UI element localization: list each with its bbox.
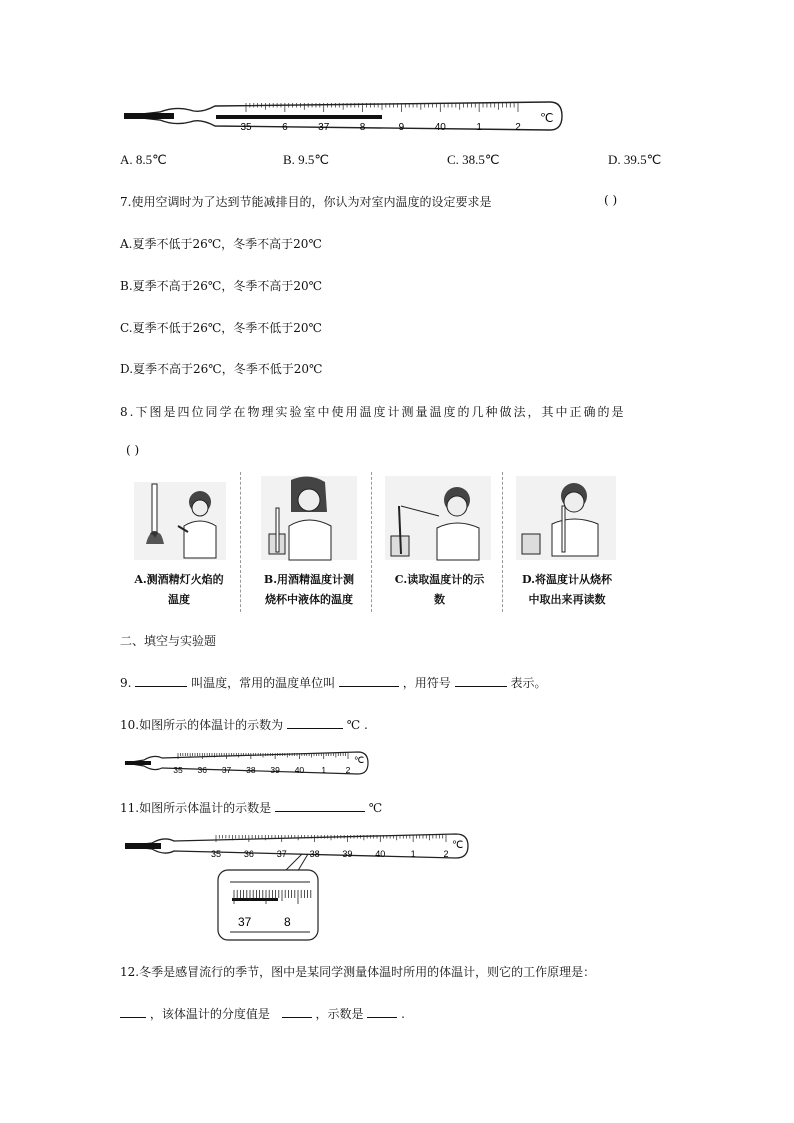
q10-thermometer-figure [122,748,372,778]
scale-label: 36 [243,849,254,859]
q9-line [120,674,546,691]
scale-label: 37 [221,765,232,775]
scale-label: 9 [398,122,405,133]
unit-label: ℃ [452,840,464,851]
figure-a-illustration [118,472,238,566]
unit-label: ℃ [354,755,365,765]
q10-stem: 10.如图所示的体温计的示数为 [120,718,284,732]
q9-number: 9. [120,676,132,690]
scale-label: 37 [318,122,330,133]
caption-line: B.用酒精温度计测 [263,573,355,586]
scale-label: 1 [476,122,482,133]
figure-c-illustration [377,472,500,566]
q7-option-c: C.夏季不低于26℃，冬季不低于20℃ [120,321,322,335]
figure-b [247,472,372,568]
q6-option-c: C. 38.5℃ [447,152,500,167]
scale-label: 2 [515,122,521,133]
q12-text-1: ，该体温计的分度值是 [149,1007,270,1021]
q6-option-a: A. 8.5℃ [120,152,167,167]
q8-figure-row [118,472,626,614]
caption-line: 烧杯中液体的温度 [265,593,353,606]
figure-b-illustration [247,472,369,566]
q12-blank-1[interactable] [120,1005,146,1018]
figure-b-caption [247,570,372,612]
q9-text-2: ，用符号 [402,676,451,690]
q9-text-1: 叫温度，常用的温度单位叫 [191,676,336,690]
q12-blank-2[interactable] [282,1005,312,1018]
scale-label: 6 [282,122,288,133]
q12-text-3: . [401,1007,405,1021]
zoom-label-37: 37 [238,915,252,929]
q6-option-b: B. 9.5℃ [283,152,330,167]
mercury-bulb [125,843,161,849]
scale-label: 2 [443,849,449,859]
figure-c-caption [377,570,503,612]
caption-line: A.测酒精灯火焰的 [134,573,224,586]
scale-label: 8 [359,122,366,133]
q8-answer-paren: ( ) [126,443,140,457]
scale-label: 38 [309,849,320,859]
q11-thermometer-figure [122,830,472,942]
q9-text-3: 表示。 [510,676,547,690]
q11-suffix: ℃ [368,801,383,815]
q8-stem: 8.下图是四位同学在物理实验室中使用温度计测量温度的几种做法，其中正确的是 [120,405,626,419]
zoom-label-38: 8 [284,915,291,929]
q6-thermometer-figure [120,96,570,136]
q9-blank-1[interactable] [135,674,187,687]
caption-line: 中取出来再读数 [528,593,606,606]
figure-d-illustration [508,472,626,566]
scale-label: 35 [240,122,252,133]
scale-label: 35 [210,849,222,859]
caption-line: C.读取温度计的示 [394,573,485,586]
figure-d [508,472,626,568]
scale-label: 36 [197,765,208,775]
scale-label: 35 [173,765,183,775]
q7-option-a: A.夏季不低于26℃，冬季不高于20℃ [120,237,322,251]
q10-blank[interactable] [287,716,343,729]
zoom-mercury [232,898,278,901]
figure-a [118,472,241,568]
q9-blank-2[interactable] [339,674,399,687]
q12-line-2 [120,1005,405,1022]
q11-line [120,799,382,816]
q10-line [120,716,368,733]
q11-blank[interactable] [275,799,365,812]
q11-stem: 11.如图所示体温计的示数是 [120,801,272,815]
scale-label: 40 [375,849,386,859]
q7-option-d: D.夏季不高于26℃，冬季不低于20℃ [120,362,323,376]
scale-label: 1 [321,765,327,775]
q6-option-d: D. 39.5℃ [608,152,662,167]
mercury-column [216,115,382,119]
mercury-bulb [125,761,151,765]
figure-c [377,472,503,568]
zoom-box [218,870,318,940]
figure-a-caption [118,570,241,612]
mercury-bulb [124,113,174,119]
scale-label: 2 [345,765,351,775]
scale-label: 40 [434,122,446,133]
q7-stem: 7.使用空调时为了达到节能减排目的，你认为对室内温度的设定要求是 [120,195,492,209]
scale-label: 1 [410,849,416,859]
caption-line: 数 [434,593,445,606]
caption-line: D.将温度计从烧杯 [522,573,612,586]
unit-label: ℃ [540,111,554,125]
q12-blank-3[interactable] [367,1005,397,1018]
figure-d-caption [508,570,626,612]
q12-line-1: 12.冬季是感冒流行的季节，图中是某同学测量体温时所用的体温计，则它的工作原理是： [120,965,596,979]
section-heading: 二、填空与实验题 [120,634,217,648]
scale-label: 40 [294,765,305,775]
q10-suffix: ℃ . [346,718,368,732]
q7-answer-paren: ( ) [604,193,618,207]
scale-label: 39 [270,765,280,775]
scale-label: 38 [246,765,256,775]
q9-blank-3[interactable] [455,674,507,687]
q12-text-2: ，示数是 [315,1007,364,1021]
caption-line: 温度 [168,593,190,606]
scale-label: 37 [276,849,287,859]
scale-label: 39 [342,849,353,859]
q7-option-b: B.夏季不高于26℃，冬季不高于20℃ [120,279,323,293]
